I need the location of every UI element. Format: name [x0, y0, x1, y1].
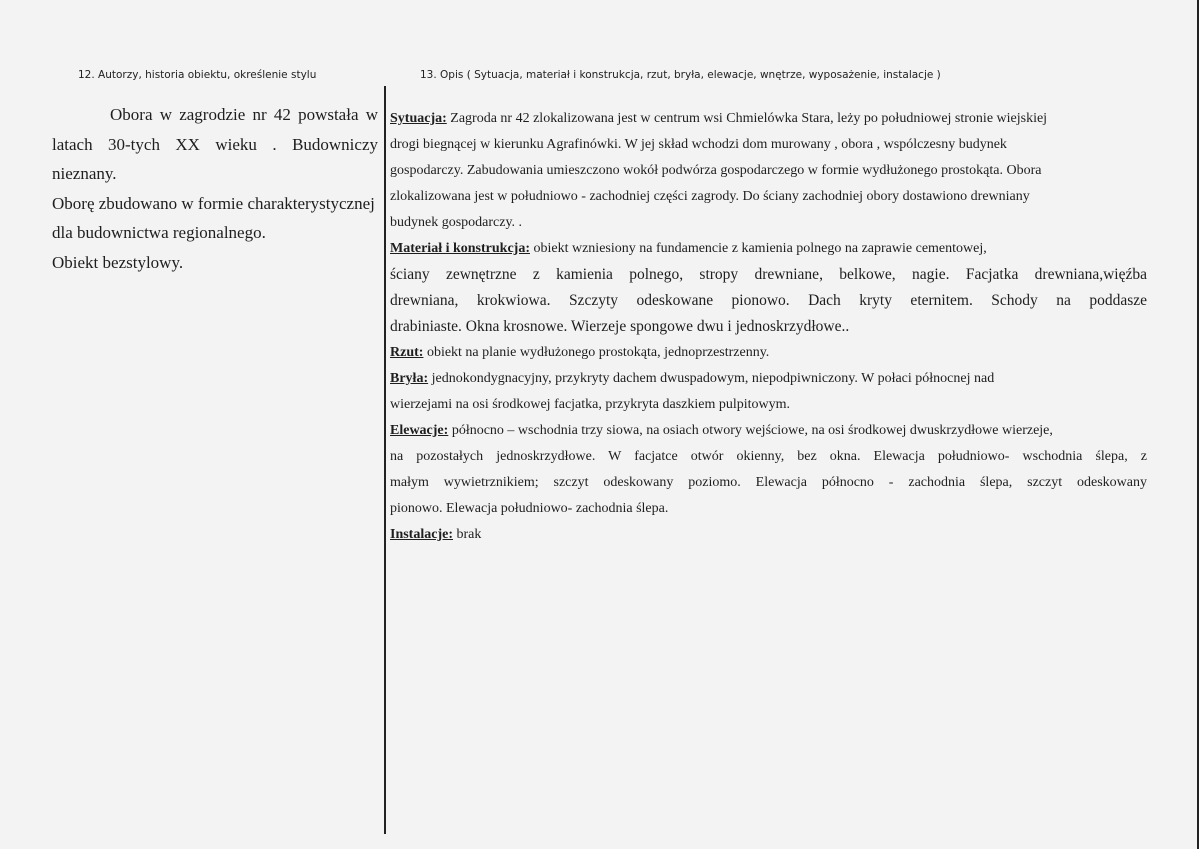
section-13-heading: 13. Opis ( Sytuacja, materiał i konstrukcja, rzut, bryła, elewacje, wnętrze, wyposażenie, instalacje )	[420, 69, 941, 81]
description-line: drabiniaste. Okna krosnowe. Wierzeje spongowe dwu i jednoskrzydłowe..	[390, 318, 850, 335]
description-line: drewniana, krokwiowa. Szczyty odeskowane pionowo. Dach kryty eternitem. Schody na poddasze	[390, 292, 1147, 309]
sytuacja-paragraph	[390, 106, 1147, 132]
description-line: pionowo. Elewacja południowo- zachodnia ślepa.	[390, 501, 669, 516]
section-12-heading: 12. Autorzy, historia obiektu, określenie stylu	[78, 69, 317, 81]
material-paragraph	[390, 236, 1147, 262]
description-line: zlokalizowana jest w południowo - zachodniej części zagrody. Do ściany zachodniej obory dostawiono drewniany	[390, 189, 1030, 204]
history-line: nieznany.	[52, 164, 117, 183]
description-line: jednokondygnacyjny, przykryty dachem dwuspadowym, niepodpiwniczony. W połaci północnej nad	[428, 371, 995, 386]
sytuacja-label: Sytuacja:	[390, 111, 447, 126]
instalacje-paragraph	[390, 522, 1147, 548]
description-line: małym wywietrznikiem; szczyt odeskowany poziomo. Elewacja północno - zachodnia ślepa, szczyt odeskowany	[390, 475, 1147, 490]
description-text	[390, 106, 1147, 548]
instalacje-label: Instalacje:	[390, 527, 453, 542]
elewacje-label: Elewacje:	[390, 423, 449, 438]
rzut-label: Rzut:	[390, 345, 424, 360]
description-line: Zagroda nr 42 zlokalizowana jest w centrum wsi Chmielówka Stara, leży po południowej stronie wiejskiej	[446, 111, 1048, 126]
material-label: Materiał i konstrukcja:	[390, 241, 530, 256]
description-line: wierzejami na osi środkowej facjatka, przykryta daszkiem pulpitowym.	[390, 397, 791, 412]
rzut-paragraph	[390, 340, 1147, 366]
description-line: obiekt wzniesiony na fundamencie z kamienia polnego na zaprawie cementowej,	[529, 241, 987, 256]
history-line: dla budownictwa regionalnego.	[52, 223, 266, 242]
history-text	[52, 100, 378, 277]
description-line: północno – wschodnia trzy siowa, na osiach otwory wejściowe, na osi środkowej dwuskrzydłowe wierzeje,	[448, 423, 1053, 438]
bryla-label: Bryła:	[390, 371, 429, 386]
description-line: budynek gospodarczy. .	[390, 215, 523, 230]
description-line: drogi biegnącej w kierunku Agrafinówki. W jej skład wchodzi dom murowany , obora , wspólczesny budynek	[390, 137, 1007, 152]
bryla-paragraph	[390, 366, 1147, 392]
elewacje-paragraph	[390, 418, 1147, 444]
history-line: Oborę zbudowano w formie charakterystycznej	[52, 193, 375, 213]
column-divider	[384, 86, 386, 834]
description-line: obiekt na planie wydłużonego prostokąta, jednoprzestrzenny.	[423, 345, 770, 360]
history-line: latach 30-tych XX wieku . Budowniczy	[52, 134, 378, 154]
history-line: Obora w zagrodzie nr 42 powstała w	[110, 105, 378, 124]
description-line: gospodarczy. Zabudowania umieszczono wokół podwórza gospodarczego w formie wydłużonego prostokąta. Obora	[390, 163, 1042, 178]
description-line: na pozostałych jednoskrzydłowe. W facjatce otwór okienny, bez okna. Elewacja południowo- wschodnia ślepa, z	[390, 449, 1147, 464]
description-line: brak	[453, 527, 482, 542]
history-line: Obiekt bezstylowy.	[52, 252, 184, 272]
description-line: ściany zewnętrzne z kamienia polnego, stropy drewniane, belkowe, nagie. Facjatka drewniana,więźba	[390, 266, 1147, 283]
